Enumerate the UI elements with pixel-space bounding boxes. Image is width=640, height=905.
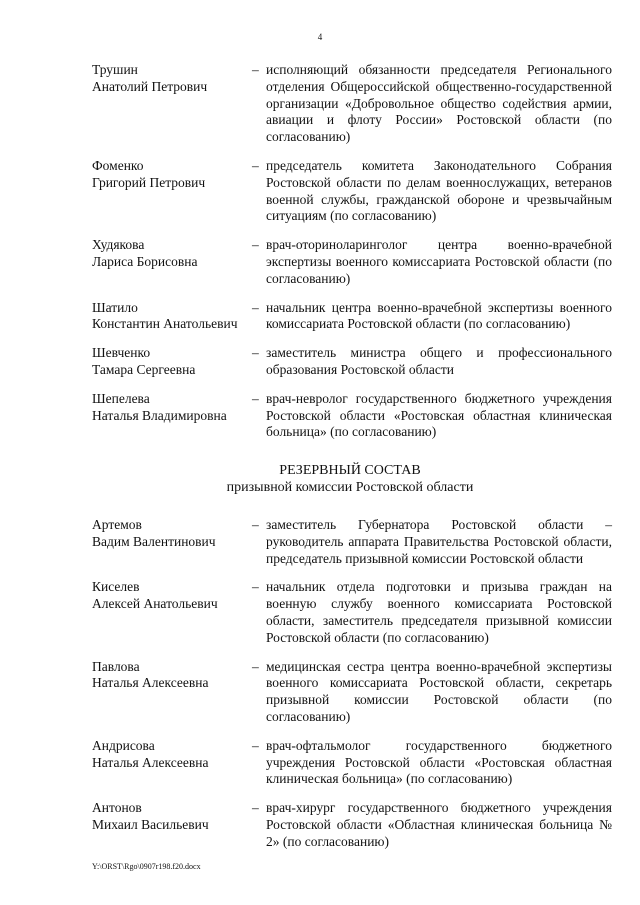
member-role: начальник центра военно-врачебной экспертизы военного комиссариата Ростовской области (по согласованию): [266, 299, 612, 332]
member-name: [92, 237, 252, 287]
member-surname: Шепелева: [92, 390, 150, 406]
member-name: [92, 517, 252, 567]
dash-separator: –: [252, 390, 259, 406]
member-given-names: Михаил Васильевич: [92, 816, 209, 832]
dash-separator: –: [252, 800, 259, 816]
member-surname: Шатило: [92, 299, 138, 315]
member-role: заместитель Губернатора Ростовской области – руководитель аппарата Правительства Ростовской области, председатель призывной комиссии Ростовской области: [266, 517, 612, 566]
member-surname: Андрисова: [92, 737, 155, 753]
member-surname: Павлова: [92, 658, 140, 674]
member-name: [92, 738, 252, 788]
member-entry: [92, 659, 612, 726]
member-role: председатель комитета Законодательного Собрания Ростовской области по делам военнослужащих, ветеранов военной службы, гражданской обороне и чрезвычайным ситуациям (по согласованию): [266, 157, 612, 224]
member-role: медицинская сестра центра военно-врачебной экспертизы военного комиссариата Ростовской области, секретарь призывной комиссии Ростовской области (по согласованию): [266, 658, 612, 724]
member-given-names: Наталья Алексеевна: [92, 754, 209, 770]
member-entry: [92, 345, 612, 379]
dash-separator: –: [252, 737, 259, 753]
dash-separator: –: [252, 517, 259, 532]
document-file-path: Y:\ORST\Rgo\0907r198.f20.docx: [92, 862, 201, 871]
member-name: [92, 300, 252, 334]
member-role: врач-офтальмолог государственного бюджетного учреждения Ростовской области «Ростовская областная клиническая больница» (по согласованию): [266, 737, 612, 787]
member-name: [92, 391, 252, 441]
member-name: [92, 800, 252, 850]
member-entry: [92, 391, 612, 441]
member-given-names: Алексей Анатольевич: [92, 596, 218, 612]
member-given-names: Григорий Петрович: [92, 174, 206, 190]
dash-separator: –: [252, 299, 259, 315]
member-name: [92, 158, 252, 225]
member-role: врач-хирург государственного бюджетного учреждения Ростовской области «Областная клиническая больница № 2» (по согласованию): [266, 800, 612, 849]
member-given-names: Анатолий Петрович: [92, 78, 208, 94]
member-name: [92, 659, 252, 726]
member-role: заместитель министра общего и профессионального образования Ростовской области: [266, 345, 612, 377]
member-entry: [92, 158, 612, 225]
reserve-member-list: [92, 517, 612, 863]
dash-separator: –: [252, 157, 259, 173]
member-role: врач-невролог государственного бюджетного учреждения Ростовской области «Ростовская областная клиническая больница» (по согласованию): [266, 390, 612, 440]
member-entry: [92, 800, 612, 850]
member-surname: Антонов: [92, 800, 142, 816]
page-number: 4: [317, 32, 323, 42]
reserve-section-subtitle: призывной комиссии Ростовской области: [226, 480, 474, 495]
member-given-names: Константин Анатольевич: [92, 316, 238, 332]
main-member-list: [92, 62, 612, 453]
reserve-section-title: РЕЗЕРВНЫЙ СОСТАВ: [279, 463, 421, 478]
member-surname: Артемов: [92, 517, 142, 532]
member-surname: Шевченко: [92, 345, 151, 361]
member-entry: [92, 517, 612, 567]
member-name: [92, 345, 252, 379]
member-given-names: Наталья Алексеевна: [92, 675, 209, 691]
member-surname: Худякова: [92, 237, 145, 253]
member-surname: Фоменко: [92, 157, 144, 173]
member-role: начальник отдела подготовки и призыва граждан на военную службу военного комиссариата Ростовской области, заместитель председателя призывной комиссии Ростовской области (по согласованию): [266, 579, 612, 645]
reserve-section-heading: [0, 462, 640, 496]
dash-separator: –: [252, 237, 259, 253]
member-given-names: Тамара Сергеевна: [92, 361, 196, 377]
member-role: врач-оториноларинголог центра военно-врачебной экспертизы военного комиссариата Ростовской области (по согласованию): [266, 237, 612, 286]
member-name: [92, 62, 252, 146]
dash-separator: –: [252, 579, 259, 595]
member-entry: [92, 62, 612, 146]
dash-separator: –: [252, 62, 259, 77]
dash-separator: –: [252, 658, 259, 674]
member-role: исполняющий обязанности председателя Регионального отделения Общероссийской общественно-государственной организации «Добровольное общество содействия армии, авиации и флоту России» Ростовской области (по согласованию): [266, 62, 612, 145]
dash-separator: –: [252, 345, 259, 361]
member-entry: [92, 237, 612, 287]
member-entry: [92, 300, 612, 334]
member-surname: Киселев: [92, 579, 140, 595]
member-given-names: Вадим Валентинович: [92, 533, 216, 549]
member-entry: [92, 738, 612, 788]
member-entry: [92, 579, 612, 646]
member-given-names: Наталья Владимировна: [92, 407, 227, 423]
member-name: [92, 579, 252, 646]
member-surname: Трушин: [92, 62, 138, 77]
member-given-names: Лариса Борисовна: [92, 253, 198, 269]
